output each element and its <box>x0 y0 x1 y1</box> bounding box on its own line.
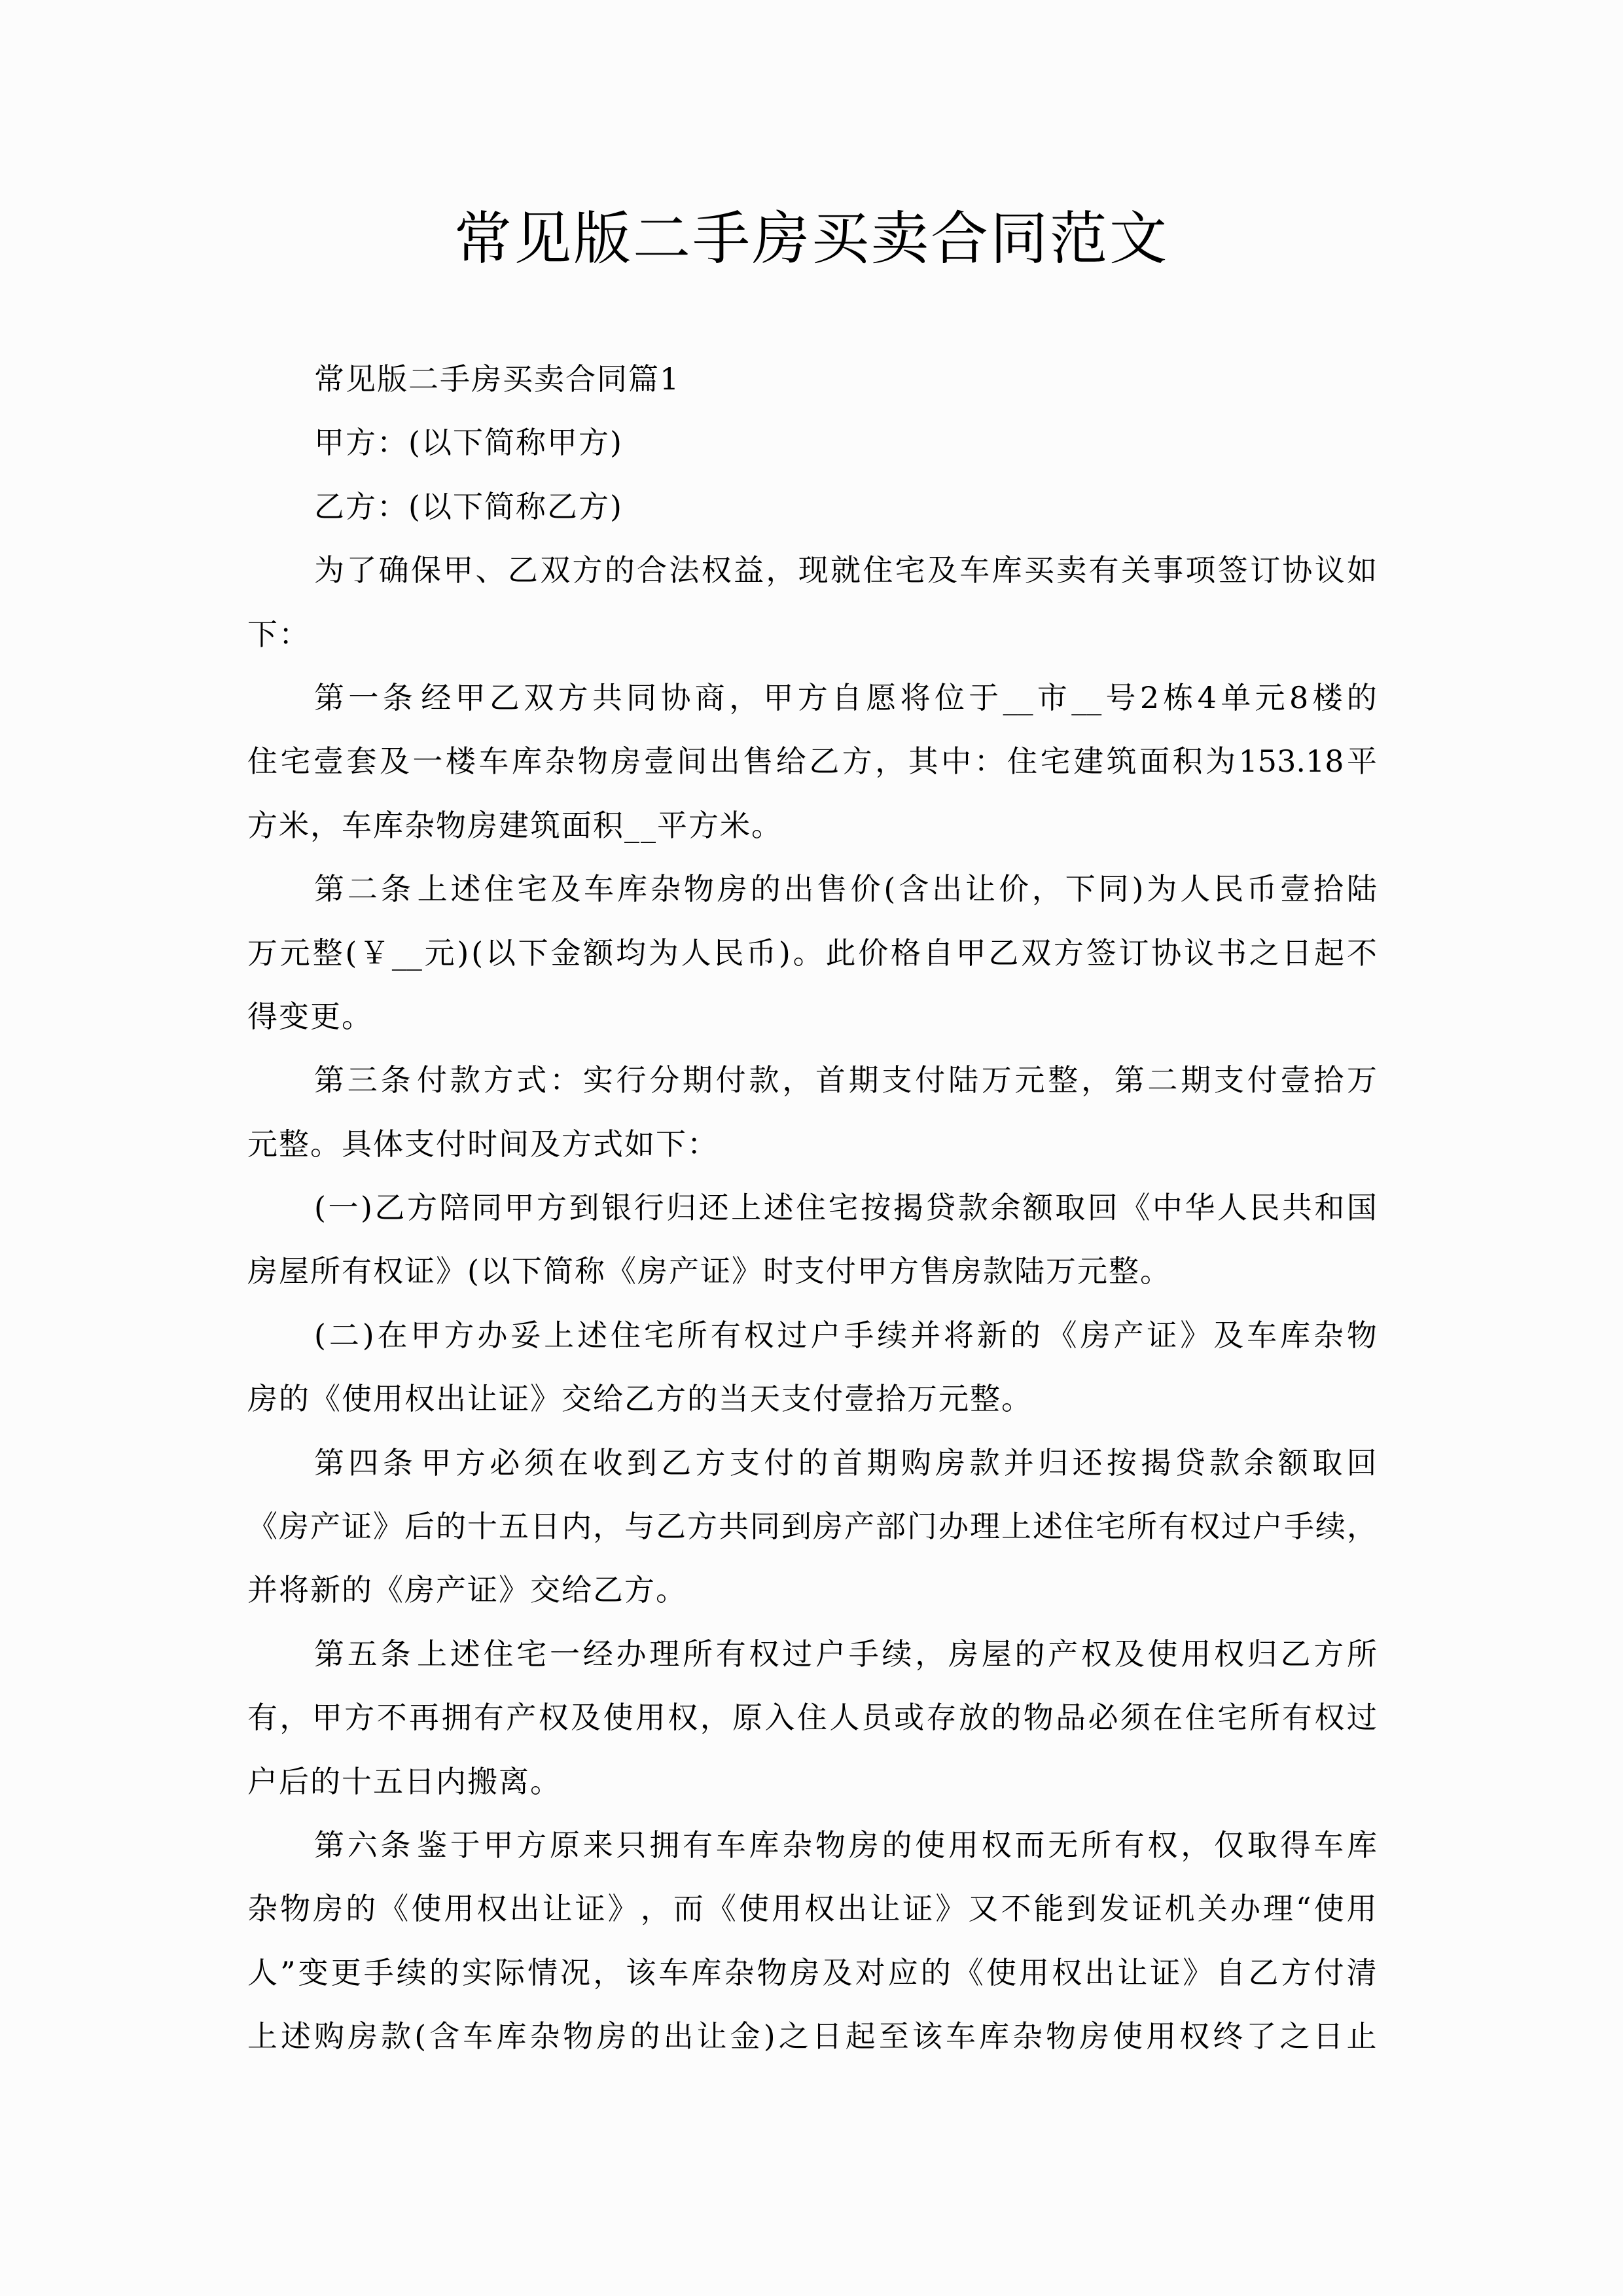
paragraph-line: 乙 方 ： ( 以 下 简 称 乙 方 ) <box>314 488 623 524</box>
paragraph-line: 甲 方 ： ( 以 下 简 称 甲 方 ) <box>314 425 623 461</box>
paragraph-line: 方 米 ， 车 库 杂 物 房 建 筑 面 积 __ 平 方 米 。 <box>247 807 783 843</box>
paragraph-line: 第 二 条 上 述 住 宅 及 车 库 杂 物 房 的 出 售 价 ( 含 出 让 价 ， 下 同 ) 为 人 民 币 壹 拾 陆 <box>314 871 1377 907</box>
paragraph-line: 住 宅 壹 套 及 一 楼 车 库 杂 物 房 壹 间 出 售 给 乙 方 ， 其 中 ： 住 宅 建 筑 面 积 为 153.18 平 <box>247 744 1377 780</box>
paragraph-line: 常 见 版 二 手 房 买 卖 合 同 篇 1 <box>314 361 681 397</box>
paragraph-line: 元 整 。 具 体 支 付 时 间 及 方 式 如 下 ： <box>247 1126 719 1162</box>
paragraph-line: 人 ” 变 更 手 续 的 实 际 情 况 ， 该 车 库 杂 物 房 及 对 应 的 《 使 用 权 出 让 证 》 自 乙 方 付 清 <box>247 1954 1377 1990</box>
paragraph-line: 得 变 更 。 <box>247 998 373 1034</box>
paragraph-line: 第 三 条 付 款 方 式 ： 实 行 分 期 付 款 ， 首 期 支 付 陆 万 元 整 ， 第 二 期 支 付 壹 拾 万 <box>314 1062 1377 1098</box>
paragraph-line: 并 将 新 的 《 房 产 证 》 交 给 乙 方 。 <box>247 1572 687 1608</box>
paragraph-line: 《 房 产 证 》 后 的 十 五 日 内 ， 与 乙 方 共 同 到 房 产 部 门 办 理 上 述 住 宅 所 有 权 过 户 手 续 ， <box>247 1509 1377 1545</box>
paragraph-line: 户 后 的 十 五 日 内 搬 离 。 <box>247 1763 562 1799</box>
paragraph-line: 上 述 购 房 款 ( 含 车 库 杂 物 房 的 出 让 金 ) 之 日 起 至 该 车 库 杂 物 房 使 用 权 终 了 之 日 止 <box>247 2018 1377 2054</box>
paragraph-line: ( 二 ) 在 甲 方 办 妥 上 述 住 宅 所 有 权 过 户 手 续 并 将 新 的 《 房 产 证 》 及 车 库 杂 物 <box>314 1317 1377 1353</box>
paragraph-line: 有 ， 甲 方 不 再 拥 有 产 权 及 使 用 权 ， 原 入 住 人 员 或 存 放 的 物 品 必 须 在 住 宅 所 有 权 过 <box>247 1700 1377 1736</box>
document-title: 常见版二手房买卖合同范文 <box>454 205 1169 272</box>
paragraph-line: 房 的 《 使 用 权 出 让 证 》 交 给 乙 方 的 当 天 支 付 壹 拾 万 元 整 。 <box>247 1381 1033 1417</box>
paragraph-line: 第 五 条 上 述 住 宅 一 经 办 理 所 有 权 过 户 手 续 ， 房 屋 的 产 权 及 使 用 权 归 乙 方 所 <box>314 1636 1377 1672</box>
paragraph-line: 万 元 整 ( ￥ __ 元 ) ( 以 下 金 额 均 为 人 民 币 ) 。 此 价 格 自 甲 乙 双 方 签 订 协 议 书 之 日 起 不 <box>247 935 1377 971</box>
paragraph-line: 第 一 条 经 甲 乙 双 方 共 同 协 商 ， 甲 方 自 愿 将 位 于 __ 市 __ 号 2 栋 4 单 元 8 楼 的 <box>314 679 1377 715</box>
document-body <box>247 359 1377 2080</box>
paragraph-line: 第 四 条 甲 方 必 须 在 收 到 乙 方 支 付 的 首 期 购 房 款 并 归 还 按 揭 贷 款 余 额 取 回 <box>314 1444 1377 1480</box>
paragraph-line: 为 了 确 保 甲 、 乙 双 方 的 合 法 权 益 ， 现 就 住 宅 及 车 库 买 卖 有 关 事 项 签 订 协 议 如 <box>314 552 1377 588</box>
paragraph-line: 第 六 条 鉴 于 甲 方 原 来 只 拥 有 车 库 杂 物 房 的 使 用 权 而 无 所 有 权 ， 仅 取 得 车 库 <box>314 1827 1377 1863</box>
paragraph-line: 房 屋 所 有 权 证 》 ( 以 下 简 称 《 房 产 证 》 时 支 付 甲 方 售 房 款 陆 万 元 整 。 <box>247 1253 1171 1289</box>
paragraph-line: 杂 物 房 的 《 使 用 权 出 让 证 》 ， 而 《 使 用 权 出 让 证 》 又 不 能 到 发 证 机 关 办 理 “ 使 用 <box>247 1891 1377 1927</box>
paragraph-line: ( 一 ) 乙 方 陪 同 甲 方 到 银 行 归 还 上 述 住 宅 按 揭 贷 款 余 额 取 回 《 中 华 人 民 共 和 国 <box>314 1190 1377 1226</box>
paragraph-line: 下 ： <box>247 616 310 652</box>
